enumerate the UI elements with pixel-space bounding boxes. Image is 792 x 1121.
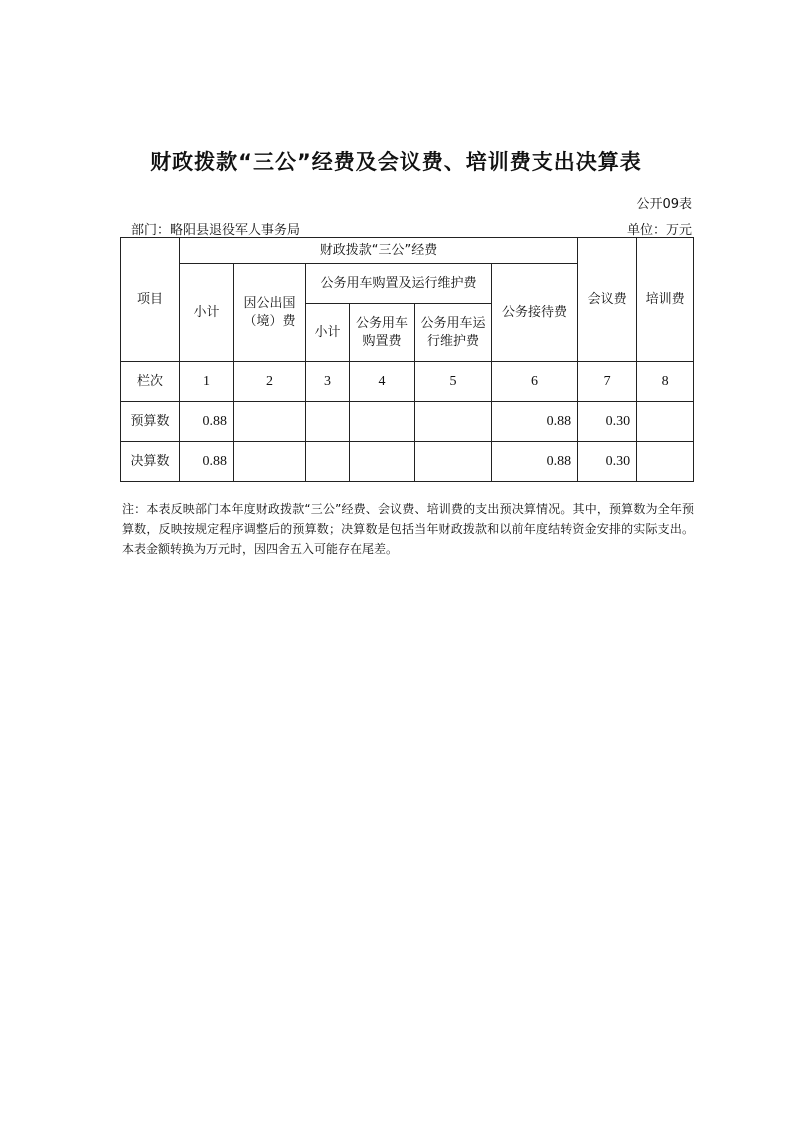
header-vehicle-purchase [350,304,415,362]
cell-value [234,442,306,482]
column-number: 1 [180,362,234,402]
header-vehicle-operation-line2: 行维护费 [426,333,479,349]
cell-value [350,442,415,482]
cell-value [350,402,415,442]
header-overseas [234,264,306,362]
cell-value: 0.88 [492,402,578,442]
cell-value [234,402,306,442]
cell-value: 0.30 [578,442,637,482]
table-row-budget [121,402,694,442]
header-item: 项目 [121,238,180,362]
footnote: 注：本表反映部门本年度财政拨款“三公”经费、会议费、培训费的支出预决算情况。其中，预算数为全年预算数，反映按规定程序调整后的预算数；决算数是包括当年财政拨款和以前年度结转资金安排的实际支出。本表金额转换为万元时，因四舍五入可能存在尾差。 [122,502,694,556]
header-vehicle-purchase-line1: 公务用车 [355,315,408,331]
column-number-row [121,362,694,402]
cell-value [637,402,694,442]
column-number: 5 [415,362,492,402]
header-vehicle-purchase-line2: 购置费 [362,333,402,349]
page-title: 财政拨款“三公”经费及会议费、培训费支出决算表 [150,150,642,174]
row-label: 预算数 [121,402,180,442]
column-number: 4 [350,362,415,402]
header-vehicle-operation [415,304,492,362]
header-overseas-line2: （境）费 [243,313,296,329]
cell-value [415,442,492,482]
cell-value [306,442,350,482]
header-overseas-line1: 因公出国 [243,295,296,311]
column-number: 2 [234,362,306,402]
header-vehicle-subtotal: 小计 [306,304,350,362]
column-number-label: 栏次 [121,362,180,402]
table-row-actual [121,442,694,482]
cell-value: 0.30 [578,402,637,442]
column-number: 7 [578,362,637,402]
cell-value [637,442,694,482]
department-label: 部门：略阳县退役军人事务局 [131,223,301,238]
column-number: 3 [306,362,350,402]
header-training: 培训费 [637,238,694,362]
unit-label: 单位：万元 [626,223,692,238]
header-reception: 公务接待费 [492,264,578,362]
cell-value [306,402,350,442]
header-three-public-group: 财政拨款“三公”经费 [180,238,578,264]
column-number: 8 [637,362,694,402]
form-code: 公开09表 [636,197,692,212]
header-subtotal: 小计 [180,264,234,362]
cell-value: 0.88 [180,402,234,442]
header-vehicle-group: 公务用车购置及运行维护费 [306,264,492,304]
expense-table [120,237,694,482]
row-label: 决算数 [121,442,180,482]
cell-value: 0.88 [180,442,234,482]
cell-value [415,402,492,442]
column-number: 6 [492,362,578,402]
header-meeting: 会议费 [578,238,637,362]
cell-value: 0.88 [492,442,578,482]
header-vehicle-operation-line1: 公务用车运 [420,315,486,331]
